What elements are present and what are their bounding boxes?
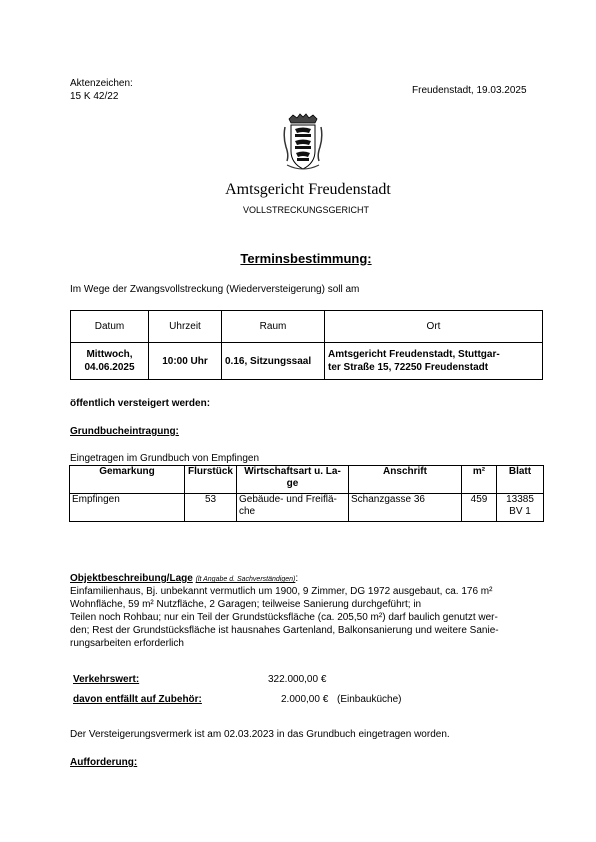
court-division: VOLLSTRECKUNGSGERICHT — [242, 205, 370, 215]
blatt-line1: 13385 — [506, 494, 534, 505]
grundbuch-table — [69, 465, 544, 522]
intro-text: Im Wege der Zwangsvollstreckung (Wiederversteigerung) soll am — [70, 284, 360, 295]
header-wirtschaftsart — [237, 466, 349, 494]
grundbuch-intro: Eingetragen im Grundbuch von Empfingen — [70, 453, 260, 464]
header-flurstueck: Flurstück — [185, 466, 237, 494]
zubehoer-note: (Einbauküche) — [337, 694, 402, 705]
objekt-heading: Objektbeschreibung/Lage — [70, 573, 193, 584]
wirtschaftsart-line2: che — [239, 506, 256, 517]
objekt-line: Einfamilienhaus, Bj. unbekannt vermutlich um 1900, 9 Zimmer, DG 1972 ausgebaut, ca. 176 m² — [70, 586, 493, 597]
cell-flurstueck: 53 — [185, 494, 237, 522]
header-blatt: Blatt — [497, 466, 544, 494]
cell-wirtschaftsart — [237, 494, 349, 522]
datum-line1: Mittwoch, — [86, 349, 133, 360]
objekt-description — [70, 585, 548, 650]
grundbuch-table-row — [70, 494, 544, 522]
verkehrswert-label: Verkehrswert: — [73, 674, 140, 685]
cell-gemarkung: Empfingen — [70, 494, 185, 522]
header-gemarkung: Gemarkung — [70, 466, 185, 494]
aktenzeichen-value: 15 K 42/22 — [70, 91, 119, 102]
objekt-line: rungsarbeiten erforderlich — [70, 638, 184, 649]
header-wirtschaftsart-line1: Wirtschaftsart u. La- — [244, 466, 341, 477]
cell-anschrift: Schanzgasse 36 — [349, 494, 462, 522]
header-datum: Datum — [71, 311, 149, 343]
header-raum: Raum — [222, 311, 325, 343]
header-wirtschaftsart-line2: ge — [286, 478, 299, 489]
objekt-line: den; Rest der Grundstücksfläche ist hausnahes Gartenland, Balkonsanierung und weitere Sanie- — [70, 625, 499, 636]
aktenzeichen-label: Aktenzeichen: — [70, 78, 133, 89]
objekt-line: Wohnfläche, 59 m² Nutzfläche, 2 Garagen; teilweise Sanierung durchgeführt; in — [70, 599, 422, 610]
coat-of-arms-icon — [283, 113, 323, 173]
ort-line1: Amtsgericht Freudenstadt, Stuttgar- — [328, 349, 500, 360]
grundbuch-table-header — [70, 466, 544, 494]
verkehrswert-value: 322.000,00 € — [268, 674, 327, 685]
header-anschrift: Anschrift — [349, 466, 462, 494]
cell-blatt — [497, 494, 544, 522]
court-name: Amtsgericht Freudenstadt — [225, 181, 391, 198]
blatt-line2: BV 1 — [509, 506, 531, 517]
cell-raum: 0.16, Sitzungssaal — [222, 343, 325, 380]
wirtschaftsart-line1: Gebäude- und Freiflä- — [239, 494, 337, 505]
termin-table-row — [71, 343, 543, 380]
grundbuch-heading: Grundbucheintragung: — [70, 426, 179, 437]
zubehoer-label: davon entfällt auf Zubehör: — [73, 694, 202, 705]
place-date: Freudenstadt, 19.03.2025 — [412, 85, 527, 96]
objekt-heading-note: (lt Angabe d. Sachverständigen) — [195, 576, 296, 583]
header-m2: m² — [462, 466, 497, 494]
cell-uhrzeit: 10:00 Uhr — [149, 343, 222, 380]
vermerk-text: Der Versteigerungsvermerk ist am 02.03.2023 in das Grundbuch eingetragen worden. — [70, 729, 450, 740]
cell-datum — [71, 343, 149, 380]
termin-table-header — [71, 311, 543, 343]
cell-ort — [325, 343, 543, 380]
header-uhrzeit: Uhrzeit — [149, 311, 222, 343]
ort-line2: ter Straße 15, 72250 Freudenstadt — [328, 362, 489, 373]
header-ort: Ort — [325, 311, 543, 343]
objekt-heading-line — [70, 572, 298, 586]
aufforderung-heading: Aufforderung: — [70, 757, 138, 768]
page-title: Terminsbestimmung: — [240, 251, 372, 266]
cell-m2: 459 — [462, 494, 497, 522]
datum-line2: 04.06.2025 — [84, 362, 135, 373]
zubehoer-value: 2.000,00 € — [281, 694, 329, 705]
objekt-line: Teilen noch Rohbau; nur ein Teil der Grundstücksfläche (ca. 205,50 m²) darf baulich genutzt wer- — [70, 612, 498, 623]
versteigert-text: öffentlich versteigert werden: — [70, 398, 211, 409]
objekt-heading-colon: : — [295, 573, 299, 584]
termin-table — [70, 310, 543, 380]
